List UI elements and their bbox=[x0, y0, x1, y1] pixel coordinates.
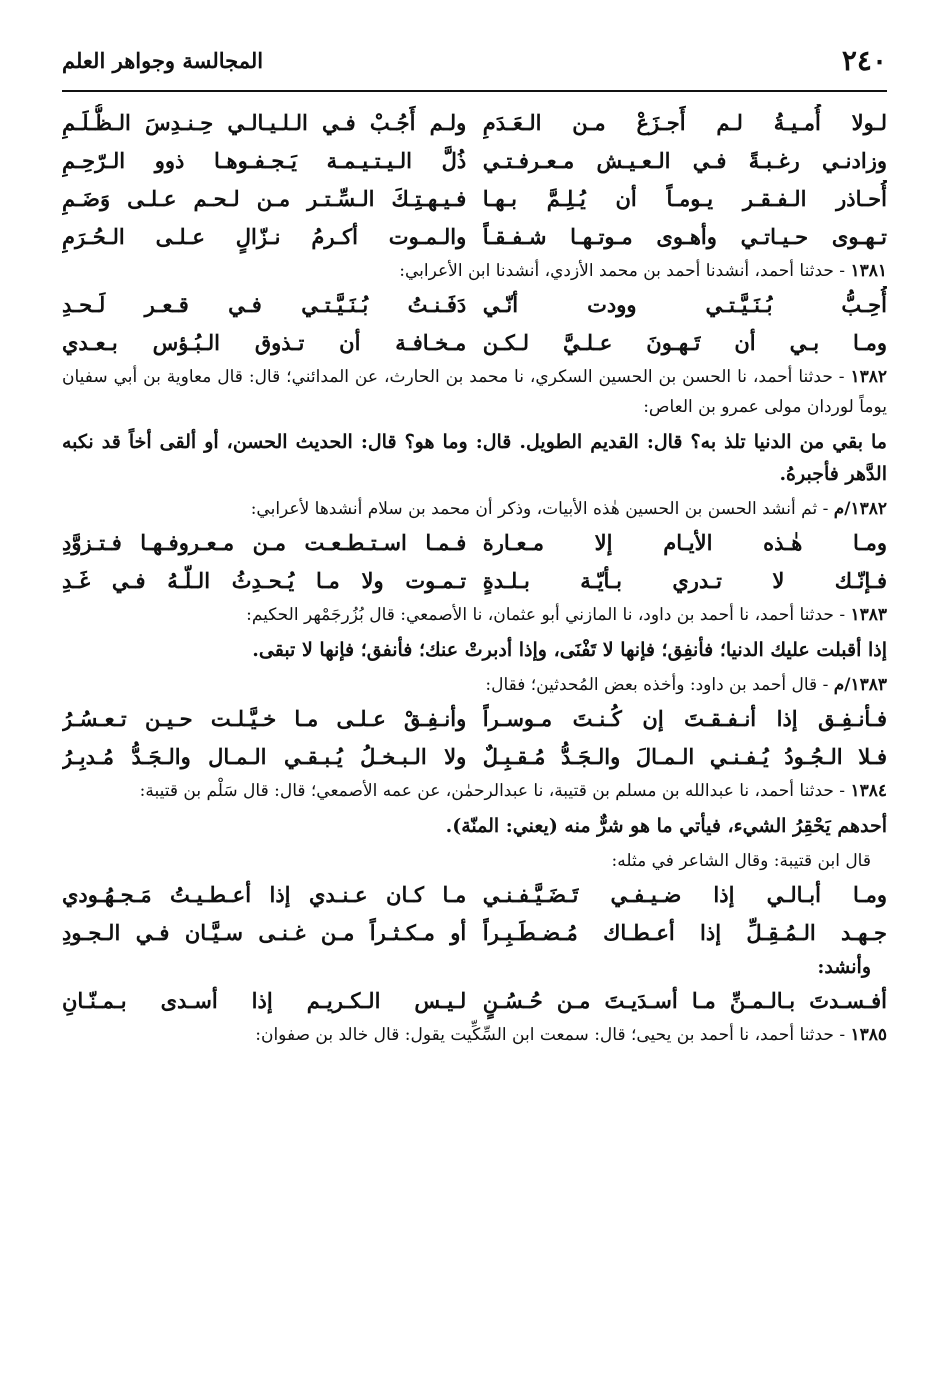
narration-text: - حدثنا أحمد، أنشدنا أحمد بن محمد الأزدي، أنشدنا ابن الأعرابي: bbox=[399, 261, 851, 281]
narration-text: - حدثنا أحمد، نا أحمد بن داود، نا المازني أبو عثمان، نا الأصمعي: قال بُزُرجَمْهر الحكيم: bbox=[246, 605, 851, 625]
poem-block-3 bbox=[62, 524, 887, 600]
verse-line bbox=[62, 876, 887, 914]
narration-1384 bbox=[62, 776, 887, 806]
first-hemistich: أُحِـبُّ بُـنَـيَّـتـي وودت أنّـي bbox=[482, 292, 887, 317]
verse-line bbox=[62, 700, 887, 738]
second-hemistich: فـمـا اسـتـطـعـت مـن مـعـروفـهـا فـتـزوَّدِ bbox=[62, 530, 467, 555]
page-body bbox=[62, 104, 887, 1050]
second-hemistich: لـيـس الـكـريـم إذا أسـدى بـمـنّـانِ bbox=[62, 988, 467, 1013]
poem-block-6 bbox=[62, 982, 887, 1020]
second-hemistich: مـا كـان عـنـدي إذا أعـطـيـتُ مَـجـهُـودي bbox=[62, 882, 467, 907]
narration-1383 bbox=[62, 600, 887, 630]
second-hemistich: ولـم أَجُـبْ فـي الـلـيـالـي حِـنـدِسَ الـظُّـلَـمِ bbox=[62, 110, 467, 135]
first-hemistich: لـولا أُمـيـةُ لـم أَجـزَعْ مـن الـعَـدَمِ bbox=[482, 110, 887, 135]
first-hemistich: أفـسـدتَ بـالـمـنِّ مـا أسـدَيـتَ مـن حُـسُـنٍ bbox=[482, 988, 887, 1013]
poem-block-2 bbox=[62, 286, 887, 362]
verse-line bbox=[62, 142, 887, 180]
poem-block-1 bbox=[62, 104, 887, 256]
verse-line bbox=[62, 218, 887, 256]
verse-line bbox=[62, 738, 887, 776]
second-hemistich: والـمـوت أكـرمُ نـزّالٍ عـلـى الـحُـرَمِ bbox=[62, 224, 467, 249]
commentary-note: قال ابن قتيبة: وقال الشاعر في مثله: bbox=[611, 851, 871, 871]
first-hemistich: وزادنـي رغـبـةً فـي الـعـيـش مـعـرفـتـي bbox=[482, 148, 887, 173]
verse-line bbox=[62, 562, 887, 600]
narration-1383m bbox=[62, 670, 887, 700]
first-hemistich: فـلا الـجُـودُ يُـفـنـي الـمـالَ والـجَـدُّ مُـقـبِـلٌ bbox=[482, 744, 887, 769]
first-hemistich: ومـا أبـالـي إذا ضـيـفـي تَـضَـيَّـفـنـي bbox=[482, 882, 887, 907]
narration-text: - قال أحمد بن داود: وأخذه بعض المُحدثين؛ فقال: bbox=[485, 675, 834, 695]
narration-1381 bbox=[62, 256, 887, 286]
second-hemistich: دَفَـنـتُ بُـنَـيَّـتـي فـي قـعـر لَـحـدِ bbox=[62, 292, 467, 317]
narration-number: ١٣٨٣ bbox=[850, 605, 887, 625]
first-hemistich: ومـا هٰـذه الأيـام إلا مـعـارة bbox=[482, 530, 887, 555]
second-hemistich: ذُلَّ الـيـتـيـمـة يَـجـفـوهـا ذوو الـرّحِـمِ bbox=[62, 148, 467, 173]
first-hemistich: فـأنـفِـق إذا أنـفـقـتَ إن كُـنـتَ مـوسـراً bbox=[482, 706, 887, 731]
verse-line bbox=[62, 104, 887, 142]
first-hemistich: ومـا بـي أن تَـهـونَ عـلـيَّ لـكـن bbox=[482, 330, 887, 355]
second-hemistich: أو مـكـثـراً مـن غـنـى سـيَّـان فـي الـجـودِ bbox=[62, 920, 467, 945]
verse-line bbox=[62, 982, 887, 1020]
narration-text: - حدثنا أحمد، نا عبدالله بن مسلم بن قتيبة، نا عبدالرحمٰن، عن عمه الأصمعي؛ قال: قال سَلْم بن قتيبة: bbox=[139, 781, 851, 801]
narration-number: ١٣٨٢/م bbox=[833, 499, 887, 519]
quotation-1: ما بقي من الدنيا تلذ به؟ قال: القديم الطويل. قال: وما هو؟ قال: الحديث الحسن، أو ألقى أخاً قد نكبه الدَّهر فأجبرهُ. bbox=[62, 431, 887, 485]
second-hemistich: فـيـهـتِـكَ الـسِّـتـر مـن لـحـم عـلـى وَضَـمِ bbox=[62, 186, 467, 211]
second-hemistich: مـخـافـة أن تـذوق الـبُـؤس بـعـدي bbox=[62, 330, 467, 355]
narration-number: ١٣٨٥ bbox=[850, 1025, 887, 1045]
verse-line bbox=[62, 914, 887, 952]
narration-text: - ثم أنشد الحسن بن الحسين هٰذه الأبيات، وذكر أن محمد بن سلام أنشدها لأعرابي: bbox=[250, 499, 834, 519]
verse-line bbox=[62, 180, 887, 218]
quotation-3: أحدهم يَحْقِرُ الشيء، فيأتي ما هو شرٌّ منه (يعني: المنّة). bbox=[445, 815, 887, 837]
poem-block-5 bbox=[62, 876, 887, 952]
verse-line bbox=[62, 286, 887, 324]
first-hemistich: أُحـاذر الـفـقـر يـومـاً أن يُـلِـمَّ بـهـا bbox=[482, 186, 887, 211]
narration-1382 bbox=[62, 362, 887, 422]
second-hemistich: وأنـفِـقْ عـلـى مـا خـيَّـلـت حـيـن تـعـسُـرُ bbox=[62, 706, 467, 731]
quotation-2: إذا أقبلت عليك الدنيا؛ فأنفِق؛ فإنها لا تَفْنَى، وإذا أدبرتْ عنك؛ فأنفق؛ فإنها لا تبقى. bbox=[252, 639, 887, 661]
narration-text: - حدثنا أحمد، نا أحمد بن يحيى؛ قال: سمعت ابن السِّكِّيت يقول: قال خالد بن صفوان: bbox=[255, 1025, 851, 1045]
narration-text: - حدثنا أحمد، نا الحسن بن الحسين السكري، نا محمد بن الحارث، عن المدائني؛ قال: قال معاوية بن أبي سفيان يوماً لوردان مولى عمرو بن العاص: bbox=[62, 367, 887, 417]
second-hemistich: ولا الـبـخـلُ يُـبـقـي الـمـال والـجَـدُّ مُـدبِـرُ bbox=[62, 744, 467, 769]
narration-number: ١٣٨١ bbox=[850, 261, 887, 281]
narration-number: ١٣٨٢ bbox=[850, 367, 887, 387]
narration-number: ١٣٨٤ bbox=[850, 781, 887, 801]
narration-number: ١٣٨٣/م bbox=[833, 675, 887, 695]
narration-1385 bbox=[62, 1020, 887, 1050]
recital-intro: وأنشد: bbox=[817, 956, 871, 978]
first-hemistich: تـهـوى حـيـاتـي وأهـوى مـوتـهـا شـفـقـاً bbox=[482, 224, 887, 249]
first-hemistich: جـهـد الـمُـقِـلِّ إذا أعـطـاك مُـضـطَـبِـراً bbox=[482, 920, 887, 945]
verse-line bbox=[62, 324, 887, 362]
second-hemistich: تـمـوت ولا مـا يُـحـدِثُ الـلّـهُ فـي غَـدِ bbox=[62, 568, 467, 593]
poem-block-4 bbox=[62, 700, 887, 776]
running-title: المجالسة وجواهر العلم bbox=[62, 48, 264, 73]
first-hemistich: فـإنّـك لا تـدري بـأيّـة بـلـدةٍ bbox=[482, 568, 887, 593]
narration-1382m bbox=[62, 494, 887, 524]
page-header bbox=[62, 40, 887, 92]
verse-line bbox=[62, 524, 887, 562]
page-number: ٢٤٠ bbox=[841, 44, 887, 77]
